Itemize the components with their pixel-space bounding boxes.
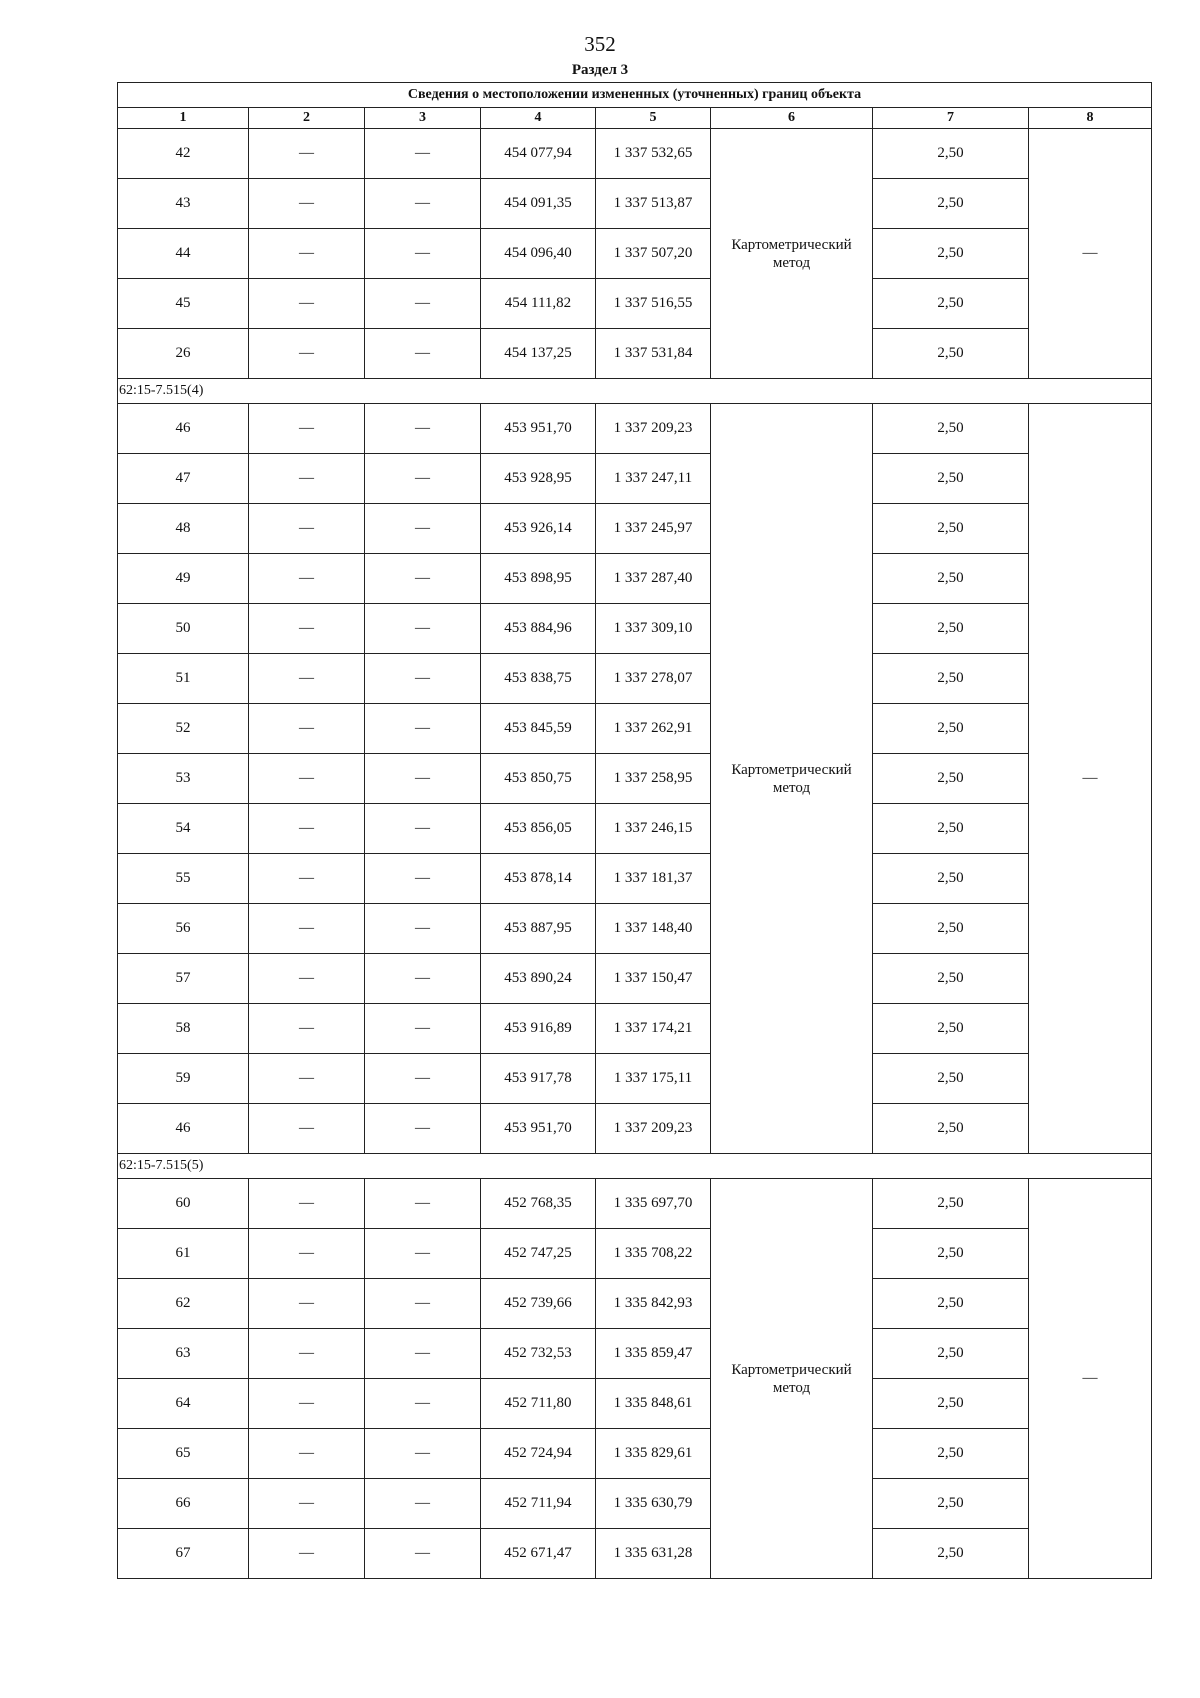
y-coordinate-cell: 1 335 630,79 [596, 1479, 711, 1529]
column-8-cell: — [1029, 404, 1152, 1154]
column-3-cell: — [365, 454, 481, 504]
column-2-cell: — [249, 804, 365, 854]
column-2-cell: — [249, 554, 365, 604]
table-row [118, 1054, 1152, 1104]
column-3-cell: — [365, 404, 481, 454]
table-row [118, 754, 1152, 804]
table-row [118, 1329, 1152, 1379]
column-3-cell: — [365, 1229, 481, 1279]
x-coordinate-cell: 452 724,94 [481, 1429, 596, 1479]
point-number-cell: 61 [118, 1229, 249, 1279]
column-2-cell: — [249, 1529, 365, 1579]
y-coordinate-cell: 1 335 708,22 [596, 1229, 711, 1279]
accuracy-cell: 2,50 [873, 804, 1029, 854]
column-2-cell: — [249, 279, 365, 329]
accuracy-cell: 2,50 [873, 1104, 1029, 1154]
point-number-cell: 46 [118, 404, 249, 454]
column-3-cell: — [365, 179, 481, 229]
column-number: 8 [1029, 108, 1152, 129]
y-coordinate-cell: 1 335 631,28 [596, 1529, 711, 1579]
column-3-cell: — [365, 229, 481, 279]
table-row [118, 1229, 1152, 1279]
accuracy-cell: 2,50 [873, 329, 1029, 379]
column-3-cell: — [365, 1004, 481, 1054]
point-number-cell: 62 [118, 1279, 249, 1329]
accuracy-cell: 2,50 [873, 854, 1029, 904]
column-3-cell: — [365, 1479, 481, 1529]
y-coordinate-cell: 1 337 148,40 [596, 904, 711, 954]
y-coordinate-cell: 1 335 829,61 [596, 1429, 711, 1479]
table-row [118, 854, 1152, 904]
table-row [118, 654, 1152, 704]
point-number-cell: 51 [118, 654, 249, 704]
table-row [118, 179, 1152, 229]
point-number-cell: 65 [118, 1429, 249, 1479]
x-coordinate-cell: 452 711,80 [481, 1379, 596, 1429]
point-number-cell: 67 [118, 1529, 249, 1579]
column-2-cell: — [249, 854, 365, 904]
column-2-cell: — [249, 754, 365, 804]
x-coordinate-cell: 453 884,96 [481, 604, 596, 654]
x-coordinate-cell: 453 845,59 [481, 704, 596, 754]
parcel-number-label: 62:15-7.515(4) [118, 379, 1152, 404]
x-coordinate-cell: 454 096,40 [481, 229, 596, 279]
table-row [118, 1429, 1152, 1479]
column-3-cell: — [365, 329, 481, 379]
y-coordinate-cell: 1 335 848,61 [596, 1379, 711, 1429]
column-3-cell: — [365, 704, 481, 754]
method-cell: Картометрический метод [711, 1179, 873, 1579]
column-2-cell: — [249, 179, 365, 229]
table-row [118, 804, 1152, 854]
y-coordinate-cell: 1 337 278,07 [596, 654, 711, 704]
section-title: Раздел 3 [571, 62, 629, 78]
y-coordinate-cell: 1 337 247,11 [596, 454, 711, 504]
accuracy-cell: 2,50 [873, 1529, 1029, 1579]
point-number-cell: 49 [118, 554, 249, 604]
column-2-cell: — [249, 1179, 365, 1229]
table-row [118, 1479, 1152, 1529]
column-3-cell: — [365, 129, 481, 179]
accuracy-cell: 2,50 [873, 404, 1029, 454]
table-caption: Сведения о местоположении измененных (уточненных) границ объекта [118, 83, 1152, 108]
y-coordinate-cell: 1 337 513,87 [596, 179, 711, 229]
x-coordinate-cell: 453 951,70 [481, 1104, 596, 1154]
y-coordinate-cell: 1 337 175,11 [596, 1054, 711, 1104]
accuracy-cell: 2,50 [873, 654, 1029, 704]
column-2-cell: — [249, 904, 365, 954]
table-row [118, 454, 1152, 504]
point-number-cell: 58 [118, 1004, 249, 1054]
point-number-cell: 57 [118, 954, 249, 1004]
x-coordinate-cell: 452 711,94 [481, 1479, 596, 1529]
accuracy-cell: 2,50 [873, 279, 1029, 329]
accuracy-cell: 2,50 [873, 1229, 1029, 1279]
column-3-cell: — [365, 1054, 481, 1104]
y-coordinate-cell: 1 337 309,10 [596, 604, 711, 654]
x-coordinate-cell: 453 926,14 [481, 504, 596, 554]
x-coordinate-cell: 454 077,94 [481, 129, 596, 179]
point-number-cell: 56 [118, 904, 249, 954]
accuracy-cell: 2,50 [873, 1379, 1029, 1429]
point-number-cell: 64 [118, 1379, 249, 1429]
y-coordinate-cell: 1 337 245,97 [596, 504, 711, 554]
column-number: 4 [481, 108, 596, 129]
accuracy-cell: 2,50 [873, 454, 1029, 504]
column-3-cell: — [365, 504, 481, 554]
table-row [118, 904, 1152, 954]
column-3-cell: — [365, 904, 481, 954]
column-3-cell: — [365, 854, 481, 904]
point-number-cell: 60 [118, 1179, 249, 1229]
x-coordinate-cell: 454 111,82 [481, 279, 596, 329]
column-2-cell: — [249, 1379, 365, 1429]
y-coordinate-cell: 1 337 150,47 [596, 954, 711, 1004]
column-number: 1 [118, 108, 249, 129]
table-row [118, 954, 1152, 1004]
accuracy-cell: 2,50 [873, 754, 1029, 804]
column-3-cell: — [365, 1329, 481, 1379]
column-number: 5 [596, 108, 711, 129]
accuracy-cell: 2,50 [873, 179, 1029, 229]
column-number: 7 [873, 108, 1029, 129]
point-number-cell: 43 [118, 179, 249, 229]
y-coordinate-cell: 1 335 859,47 [596, 1329, 711, 1379]
boundary-coordinates-table [117, 82, 1152, 1579]
accuracy-cell: 2,50 [873, 1054, 1029, 1104]
table-row [118, 604, 1152, 654]
column-number-row [118, 108, 1152, 129]
point-number-cell: 66 [118, 1479, 249, 1529]
column-2-cell: — [249, 1429, 365, 1479]
x-coordinate-cell: 453 916,89 [481, 1004, 596, 1054]
page-number: 352 [584, 32, 616, 56]
column-3-cell: — [365, 1179, 481, 1229]
accuracy-cell: 2,50 [873, 129, 1029, 179]
x-coordinate-cell: 452 747,25 [481, 1229, 596, 1279]
column-3-cell: — [365, 604, 481, 654]
x-coordinate-cell: 453 928,95 [481, 454, 596, 504]
point-number-cell: 55 [118, 854, 249, 904]
table-row [118, 1179, 1152, 1229]
y-coordinate-cell: 1 335 697,70 [596, 1179, 711, 1229]
y-coordinate-cell: 1 337 287,40 [596, 554, 711, 604]
point-number-cell: 45 [118, 279, 249, 329]
column-2-cell: — [249, 1229, 365, 1279]
column-number: 6 [711, 108, 873, 129]
x-coordinate-cell: 454 137,25 [481, 329, 596, 379]
point-number-cell: 63 [118, 1329, 249, 1379]
table-body [118, 83, 1152, 1579]
table-row [118, 229, 1152, 279]
table-row [118, 1379, 1152, 1429]
accuracy-cell: 2,50 [873, 504, 1029, 554]
column-3-cell: — [365, 1279, 481, 1329]
method-cell: Картометрический метод [711, 129, 873, 379]
accuracy-cell: 2,50 [873, 604, 1029, 654]
x-coordinate-cell: 453 898,95 [481, 554, 596, 604]
table-row [118, 1279, 1152, 1329]
accuracy-cell: 2,50 [873, 704, 1029, 754]
x-coordinate-cell: 454 091,35 [481, 179, 596, 229]
table-row [118, 704, 1152, 754]
x-coordinate-cell: 453 951,70 [481, 404, 596, 454]
x-coordinate-cell: 453 856,05 [481, 804, 596, 854]
point-number-cell: 50 [118, 604, 249, 654]
column-2-cell: — [249, 454, 365, 504]
table-row [118, 129, 1152, 179]
column-3-cell: — [365, 1529, 481, 1579]
column-number: 3 [365, 108, 481, 129]
point-number-cell: 52 [118, 704, 249, 754]
accuracy-cell: 2,50 [873, 1329, 1029, 1379]
table-row [118, 554, 1152, 604]
x-coordinate-cell: 452 671,47 [481, 1529, 596, 1579]
point-number-cell: 59 [118, 1054, 249, 1104]
accuracy-cell: 2,50 [873, 1179, 1029, 1229]
x-coordinate-cell: 452 739,66 [481, 1279, 596, 1329]
column-2-cell: — [249, 704, 365, 754]
table-row [118, 504, 1152, 554]
column-3-cell: — [365, 804, 481, 854]
x-coordinate-cell: 453 917,78 [481, 1054, 596, 1104]
x-coordinate-cell: 453 878,14 [481, 854, 596, 904]
point-number-cell: 26 [118, 329, 249, 379]
column-2-cell: — [249, 1479, 365, 1529]
column-2-cell: — [249, 404, 365, 454]
method-cell: Картометрический метод [711, 404, 873, 1154]
accuracy-cell: 2,50 [873, 954, 1029, 1004]
column-2-cell: — [249, 1329, 365, 1379]
x-coordinate-cell: 453 850,75 [481, 754, 596, 804]
column-2-cell: — [249, 1054, 365, 1104]
x-coordinate-cell: 453 890,24 [481, 954, 596, 1004]
column-2-cell: — [249, 954, 365, 1004]
y-coordinate-cell: 1 337 174,21 [596, 1004, 711, 1054]
parcel-group-header [118, 1154, 1152, 1179]
point-number-cell: 42 [118, 129, 249, 179]
column-3-cell: — [365, 554, 481, 604]
table-row [118, 329, 1152, 379]
column-2-cell: — [249, 329, 365, 379]
column-number: 2 [249, 108, 365, 129]
y-coordinate-cell: 1 337 507,20 [596, 229, 711, 279]
column-2-cell: — [249, 229, 365, 279]
y-coordinate-cell: 1 337 258,95 [596, 754, 711, 804]
y-coordinate-cell: 1 337 262,91 [596, 704, 711, 754]
table-row [118, 404, 1152, 454]
column-2-cell: — [249, 1279, 365, 1329]
point-number-cell: 44 [118, 229, 249, 279]
accuracy-cell: 2,50 [873, 1279, 1029, 1329]
column-2-cell: — [249, 1004, 365, 1054]
accuracy-cell: 2,50 [873, 229, 1029, 279]
column-8-cell: — [1029, 129, 1152, 379]
column-2-cell: — [249, 504, 365, 554]
point-number-cell: 47 [118, 454, 249, 504]
column-3-cell: — [365, 279, 481, 329]
column-2-cell: — [249, 129, 365, 179]
table-row [118, 279, 1152, 329]
column-3-cell: — [365, 1379, 481, 1429]
x-coordinate-cell: 452 732,53 [481, 1329, 596, 1379]
x-coordinate-cell: 453 887,95 [481, 904, 596, 954]
column-3-cell: — [365, 954, 481, 1004]
column-8-cell: — [1029, 1179, 1152, 1579]
point-number-cell: 48 [118, 504, 249, 554]
x-coordinate-cell: 452 768,35 [481, 1179, 596, 1229]
accuracy-cell: 2,50 [873, 904, 1029, 954]
table-row [118, 1104, 1152, 1154]
point-number-cell: 54 [118, 804, 249, 854]
parcel-number-label: 62:15-7.515(5) [118, 1154, 1152, 1179]
y-coordinate-cell: 1 337 181,37 [596, 854, 711, 904]
parcel-group-header [118, 379, 1152, 404]
column-3-cell: — [365, 654, 481, 704]
y-coordinate-cell: 1 337 516,55 [596, 279, 711, 329]
column-2-cell: — [249, 654, 365, 704]
x-coordinate-cell: 453 838,75 [481, 654, 596, 704]
accuracy-cell: 2,50 [873, 1429, 1029, 1479]
y-coordinate-cell: 1 335 842,93 [596, 1279, 711, 1329]
y-coordinate-cell: 1 337 209,23 [596, 1104, 711, 1154]
point-number-cell: 46 [118, 1104, 249, 1154]
column-2-cell: — [249, 1104, 365, 1154]
column-3-cell: — [365, 1104, 481, 1154]
table-row [118, 1529, 1152, 1579]
accuracy-cell: 2,50 [873, 1479, 1029, 1529]
column-2-cell: — [249, 604, 365, 654]
column-3-cell: — [365, 1429, 481, 1479]
y-coordinate-cell: 1 337 246,15 [596, 804, 711, 854]
y-coordinate-cell: 1 337 532,65 [596, 129, 711, 179]
accuracy-cell: 2,50 [873, 554, 1029, 604]
point-number-cell: 53 [118, 754, 249, 804]
y-coordinate-cell: 1 337 531,84 [596, 329, 711, 379]
column-3-cell: — [365, 754, 481, 804]
y-coordinate-cell: 1 337 209,23 [596, 404, 711, 454]
table-row [118, 1004, 1152, 1054]
accuracy-cell: 2,50 [873, 1004, 1029, 1054]
